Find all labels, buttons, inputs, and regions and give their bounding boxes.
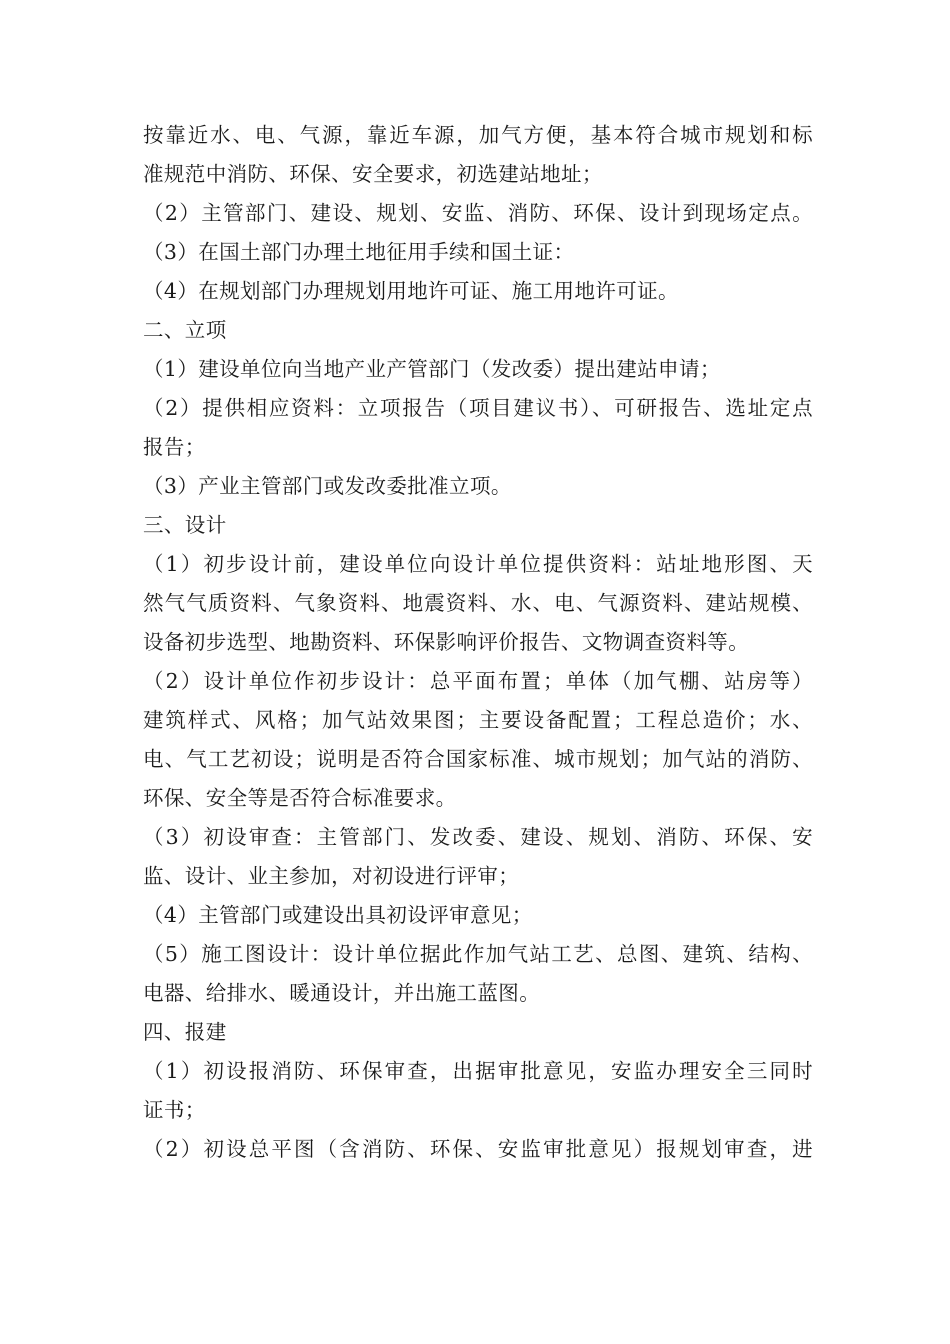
list-item-line: （2）设计单位作初步设计：总平面布置；单体（加气棚、站房等） (143, 669, 813, 693)
list-item-line: （2）初设总平图（含消防、环保、安监审批意见）报规划审查，进 (143, 1137, 813, 1161)
list-item-line: 证书； (143, 1098, 206, 1122)
list-item-line: 建筑样式、风格；加气站效果图；主要设备配置；工程总造价；水、 (143, 708, 813, 732)
list-item-line: 环保、安全等是否符合标准要求。 (143, 786, 457, 810)
section-heading: 二、立项 (143, 318, 227, 342)
list-item-line: 报告； (143, 435, 206, 459)
list-item-line: （4）主管部门或建设出具初设评审意见； (143, 903, 533, 927)
list-item-line: （3）初设审查：主管部门、发改委、建设、规划、消防、环保、安 (143, 825, 813, 849)
list-item-line: 监、设计、业主参加，对初设进行评审； (143, 864, 520, 888)
body-line: 按靠近水、电、气源，靠近车源，加气方便，基本符合城市规划和标 (143, 123, 813, 147)
list-item-line: （1）初步设计前，建设单位向设计单位提供资料：站址地形图、天 (143, 552, 813, 576)
list-item-line: 电、气工艺初设；说明是否符合国家标准、城市规划；加气站的消防、 (143, 747, 813, 771)
list-item-line: （4）在规划部门办理规划用地许可证、施工用地许可证。 (143, 279, 679, 303)
list-item-line: （2）提供相应资料：立项报告（项目建议书）、可研报告、选址定点 (143, 396, 813, 420)
list-item-line: （1）初设报消防、环保审查，出据审批意见，安监办理安全三同时 (143, 1059, 813, 1083)
list-item-line: 电器、给排水、暖通设计，并出施工蓝图。 (143, 981, 541, 1005)
document-body (143, 116, 813, 1169)
list-item-line: 然气气质资料、气象资料、地震资料、水、电、气源资料、建站规模、 (143, 591, 813, 615)
list-item-line: （3）在国土部门办理土地征用手续和国土证： (143, 240, 575, 264)
section-heading: 四、报建 (143, 1020, 227, 1044)
list-item-line: （3）产业主管部门或发改委批准立项。 (143, 474, 512, 498)
section-heading: 三、设计 (143, 513, 227, 537)
list-item-line: （5）施工图设计：设计单位据此作加气站工艺、总图、建筑、结构、 (143, 942, 813, 966)
body-line: 准规范中消防、环保、安全要求，初选建站地址； (143, 162, 603, 186)
list-item-line: 设备初步选型、地勘资料、环保影响评价报告、文物调查资料等。 (143, 630, 750, 654)
list-item-line: （2）主管部门、建设、规划、安监、消防、环保、设计到现场定点。 (143, 201, 813, 225)
list-item-line: （1）建设单位向当地产业产管部门（发改委）提出建站申请； (143, 357, 721, 381)
